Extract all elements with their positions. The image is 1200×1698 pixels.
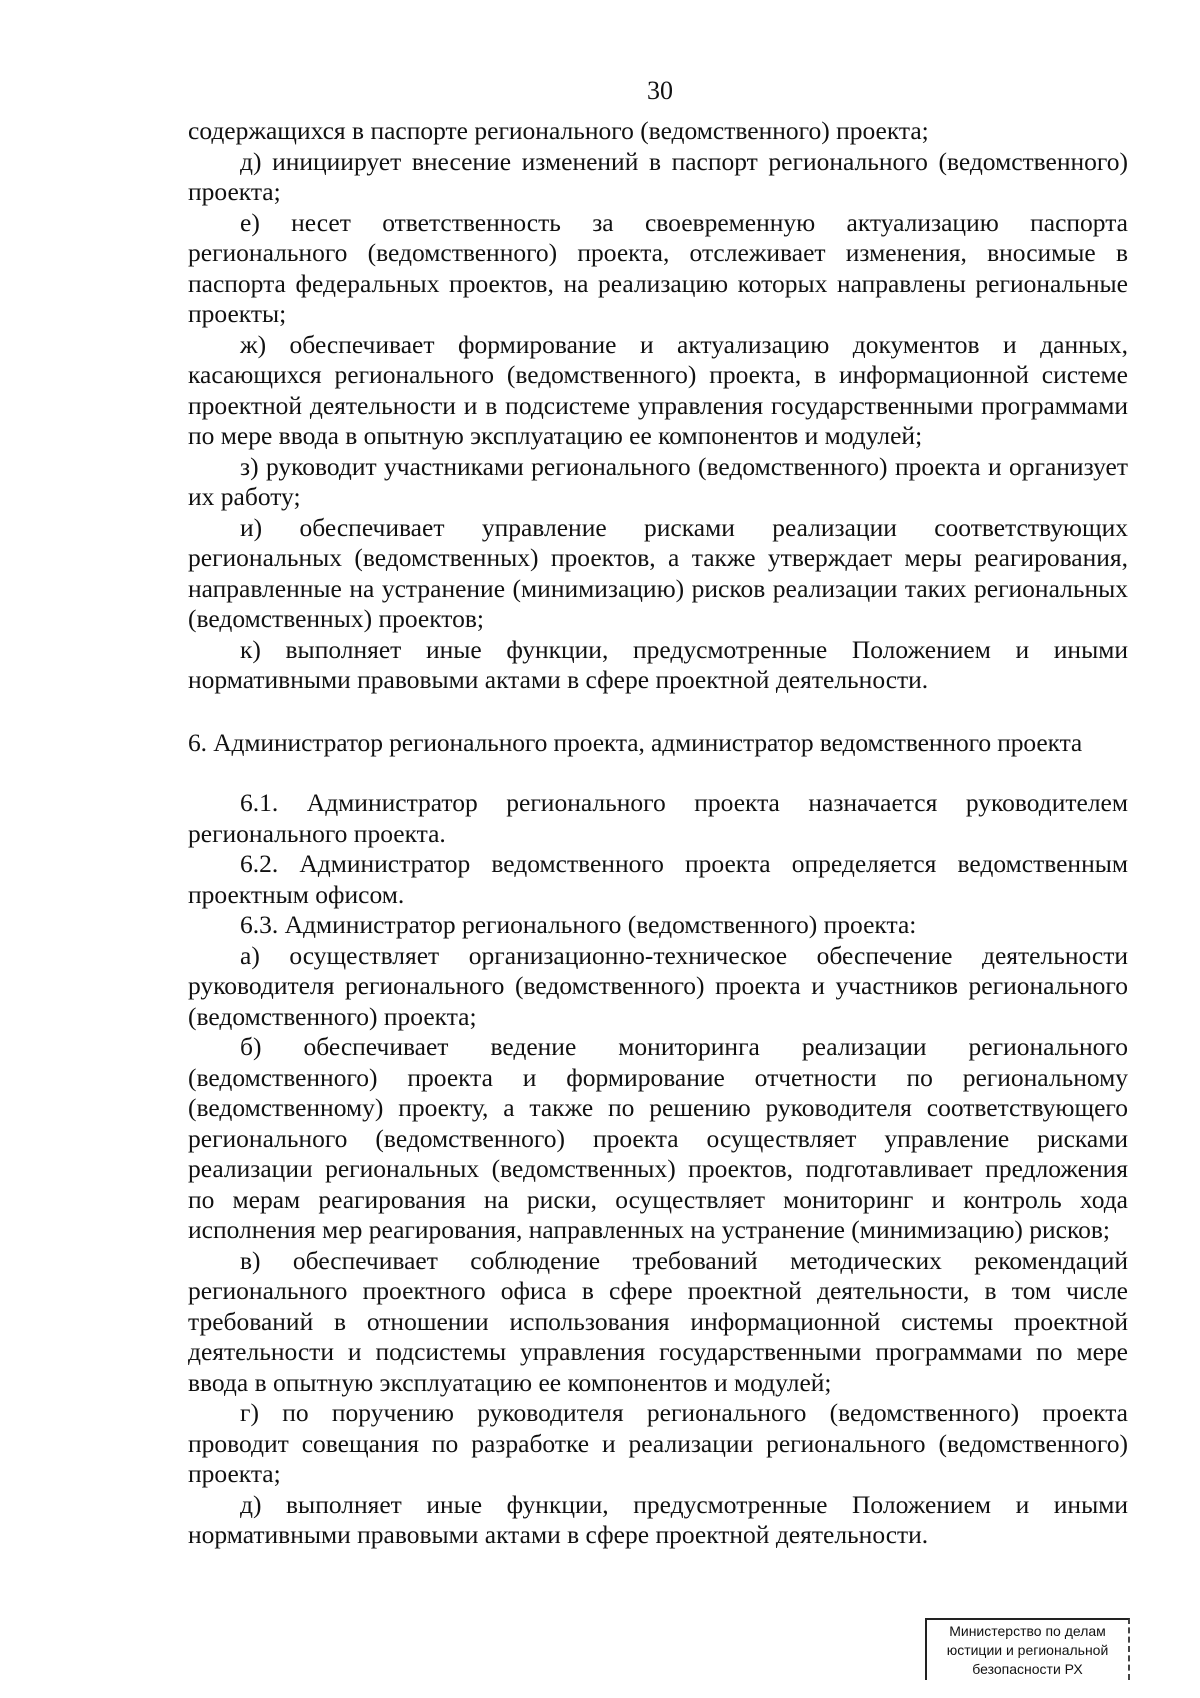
- paragraph: и) обеспечивает управление рисками реализации соответствующих региональных (ведомственных) проектов, а также утверждает меры реагирования, направленные на устранение (минимизацию) рисков реализации таких региональных (ведомственных) проектов;: [188, 512, 1128, 633]
- paragraph: а) осуществляет организационно-техническое обеспечение деятельности руководителя регионального (ведомственного) проекта и участников регионального (ведомственного) проекта;: [188, 940, 1128, 1031]
- paragraph: д) инициирует внесение изменений в паспорт регионального (ведомственного) проекта;: [188, 146, 1128, 206]
- paragraph: ж) обеспечивает формирование и актуализацию документов и данных, касающихся регионального (ведомственного) проекта, в информационной системе проектной деятельности и в подсистеме управления государственными программами по мере ввода в опытную эксплуатацию ее компонентов и модулей;: [188, 329, 1128, 450]
- paragraph: з) руководит участниками регионального (ведомственного) проекта и организует их работу;: [188, 451, 1128, 511]
- paragraph: е) несет ответственность за своевременную актуализацию паспорта регионального (ведомственного) проекта, отслеживает изменения, вносимые в паспорта федеральных проектов, на реализацию которых направлены региональные проекты;: [188, 207, 1128, 328]
- paragraph: в) обеспечивает соблюдение требований методических рекомендаций регионального проектного офиса в сфере проектной деятельности, в том числе требований в отношении использования информационной системы проектной деятельности и подсистемы управления государственными программами по мере ввода в опытную эксплуатацию ее компонентов и модулей;: [188, 1245, 1128, 1397]
- stamp-line: юстиции и региональной: [946, 1642, 1109, 1658]
- paragraph: 6.2. Администратор ведомственного проекта определяется ведомственным проектным офисом.: [188, 849, 1128, 909]
- stamp-line: безопасности РХ: [972, 1661, 1083, 1677]
- paragraph: содержащихся в паспорте регионального (ведомственного) проекта;: [188, 116, 929, 145]
- paragraph: д) выполняет иные функции, предусмотренные Положением и иными нормативными правовыми актами в сфере проектной деятельности.: [188, 1489, 1128, 1549]
- paragraph: б) обеспечивает ведение мониторинга реализации регионального (ведомственного) проекта и формирование отчетности по региональному (ведомственному) проекту, а также по решению руководителя соответствующего регионального (ведомственного) проекта осуществляет управление рисками реализации региональных (ведомственных) проектов, подготавливает предложения по мерам реагирования на риски, осуществляет мониторинг и контроль хода исполнения мер реагирования, направленных на устранение (минимизацию) рисков;: [188, 1032, 1128, 1244]
- paragraph: 6.1. Администратор регионального проекта назначается руководителем регионального проекта.: [188, 788, 1128, 848]
- section-heading: 6. Администратор регионального проекта, администратор ведомственного проекта: [188, 727, 1083, 757]
- document-body: [188, 116, 1128, 1551]
- paragraph: к) выполняет иные функции, предусмотренные Положением и иными нормативными правовыми актами в сфере проектной деятельности.: [188, 634, 1128, 694]
- paragraph: г) по поручению руководителя регионального (ведомственного) проекта проводит совещания по разработке и реализации регионального (ведомственного) проекта;: [188, 1398, 1128, 1488]
- ministry-stamp: [925, 1618, 1130, 1680]
- paragraph: 6.3. Администратор регионального (ведомственного) проекта:: [240, 910, 917, 939]
- stamp-line: Министерство по делам: [949, 1623, 1106, 1639]
- page-number: 30: [647, 76, 673, 105]
